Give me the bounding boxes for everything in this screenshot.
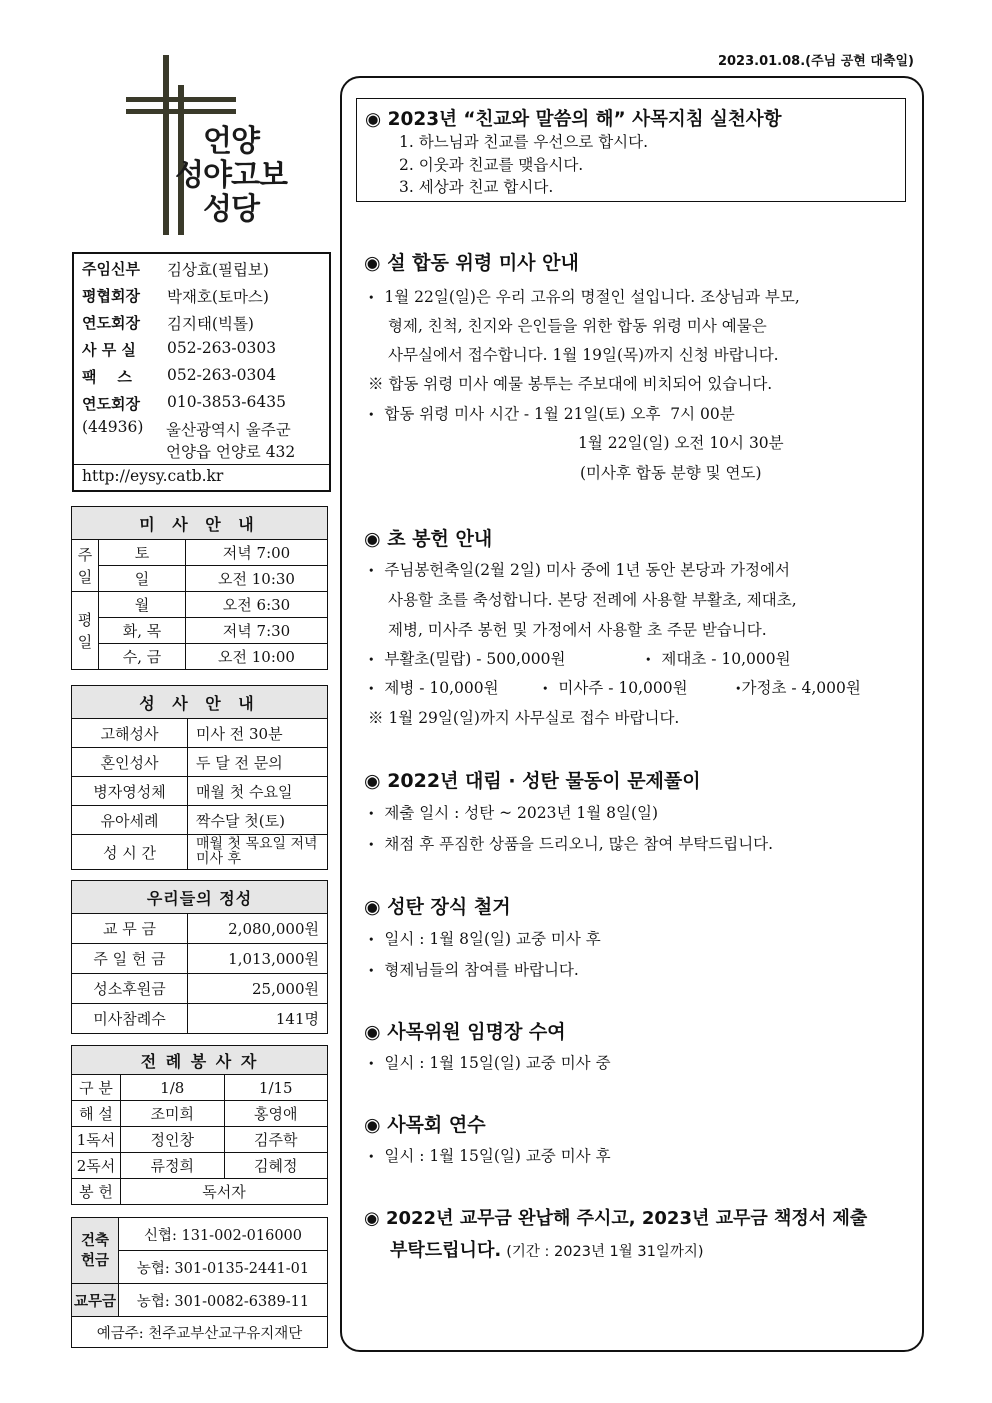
liturgy-servers-table: 전 례 봉 사 자 구 분 1/8 1/15 해 설 조미희 홍영애 1독서 정인창 김주학 2독서 류정희 김혜정 봉 헌 독서자 <box>71 1045 328 1205</box>
servers-title: 전 례 봉 사 자 <box>72 1046 328 1075</box>
parish-name <box>175 125 287 227</box>
parish-name-line3: 성당 <box>203 192 259 227</box>
sacrament-table: 성 사 안 내 고해성사 미사 전 30분 혼인성사 두 달 전 문의 병자영성체 매월 첫 수요일 유아세례 짝수달 첫(토) 성 시 간 매월 첫 목요일 저녁미사 후 <box>71 685 328 870</box>
staff-row: 사 무 실 052-263-0303 <box>82 339 277 359</box>
staff-box <box>72 252 331 492</box>
address-line2: 언양읍 언양로 432 <box>166 443 296 461</box>
staff-row: 팩 스 052-263-0304 <box>82 366 277 386</box>
offering-table: 우리들의 정성 교 무 금 2,080,000원 주 일 헌 금 1,013,000원 성소후원금 25,000원 미사참례수 141명 <box>71 880 328 1034</box>
weekday-label: 평일 <box>72 592 99 670</box>
sunday-label: 주일 <box>72 540 99 592</box>
staff-row: 주임신부 김상효(필립보) <box>82 260 269 279</box>
mass-title: 미 사 안 내 <box>72 507 328 540</box>
building-fund-label: 건축 헌금 <box>72 1218 119 1284</box>
bulletin-date: 2023.01.08.(주님 공현 대축일) <box>717 54 914 69</box>
section-title: ◉ 사목위원 임명장 수여 <box>364 1021 566 1043</box>
parish-name-line2: 성야고보 <box>175 158 287 193</box>
sacrament-title: 성 사 안 내 <box>72 686 328 719</box>
website-link[interactable]: http://eysy.catb.kr <box>82 467 224 485</box>
staff-row: 평협회장 박재호(토마스) <box>82 287 269 306</box>
section-title: ◉ 2022년 대림 · 성탄 물동이 문제풀이 <box>364 770 701 792</box>
address-zip: (44936) <box>82 418 144 436</box>
accounts-table: 건축 헌금 신협: 131-002-016000 농협: 301-0135-2441-01 교무금 농협: 301-0082-6389-11 예금주: 천주교부산교구유지재단 <box>71 1217 328 1348</box>
mass-schedule-table: 미 사 안 내 주일 토 저녁 7:00 일 오전 10:30 평일 월 오전 6:30 화, 목 저녁 7:30 수, 금 오전 10:00 <box>71 506 328 670</box>
section-title: ◉ 초 봉헌 안내 <box>364 528 493 550</box>
address-line1: 울산광역시 울주군 <box>166 421 291 439</box>
section-subtitle: 부탁드립니다. (기간 : 2023년 1월 31일까지) <box>390 1240 704 1261</box>
parish-name-line1: 언양 <box>203 124 259 159</box>
pastoral-motto-box <box>356 98 906 202</box>
offering-title: 우리들의 정성 <box>72 881 328 914</box>
section-title: ◉ 설 합동 위령 미사 안내 <box>364 252 579 274</box>
staff-row: 연도회장 010-3853-6435 <box>82 393 286 413</box>
motto-title: ◉ 2023년 “친교와 말씀의 해” 사목지침 실천사항 <box>365 109 782 130</box>
tithe-label: 교무금 <box>72 1284 119 1317</box>
section-title: ◉ 사목회 연수 <box>364 1114 486 1136</box>
section-title: ◉ 성탄 장식 철거 <box>364 896 511 918</box>
staff-row: 연도회장 김지태(빅톨) <box>82 314 254 333</box>
account-holder: 예금주: 천주교부산교구유지재단 <box>72 1317 328 1348</box>
motto-list: 1. 하느님과 친교를 우선으로 합시다. 2. 이웃과 친교를 맺읍시다. 3. 세상과 친교 합시다. <box>399 133 649 196</box>
section-title: ◉ 2022년 교무금 완납해 주시고, 2023년 교무금 책정서 제출 <box>364 1208 868 1229</box>
